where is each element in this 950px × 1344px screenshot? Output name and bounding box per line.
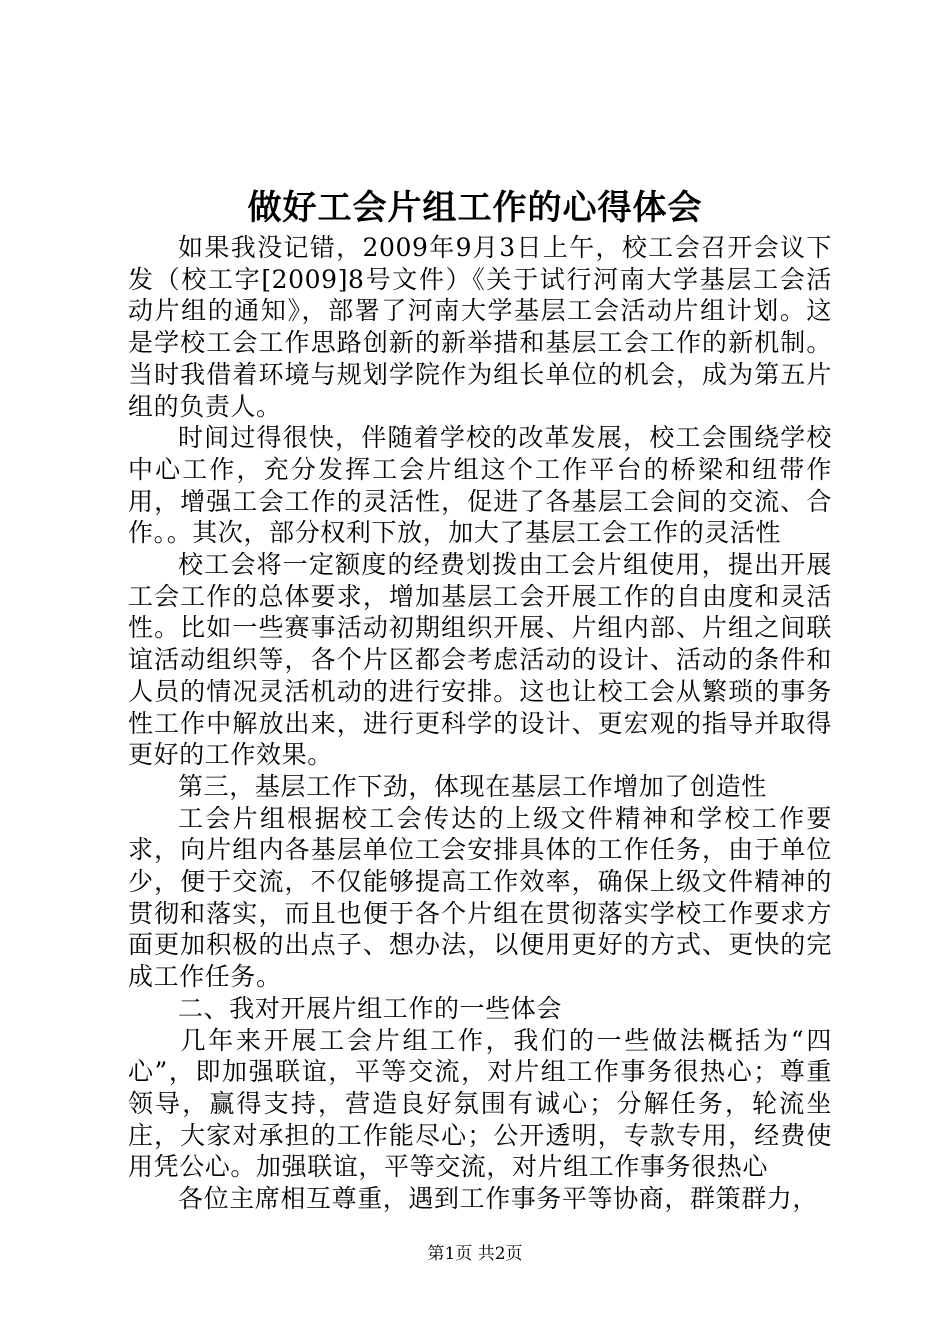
section-heading: 第三，基层工作下劲，体现在基层工作增加了创造性 (178, 771, 767, 801)
paragraph: 如果我没记错，2009年9月3日上午，校工会召开会议下发（校工字[2009]8号文件）《关于试行河南大学基层工会活动片组的通知》，部署了河南大学基层工会活动片组计划。这是学校工会工作思路创新的新举措和基层工会工作的新机制。当时我借着环境与规划学院作为组长单位的机会，成为第五片组的负责人。 (128, 233, 832, 421)
paragraph: 时间过得很快，伴随着学校的改革发展，校工会围绕学校中心工作，充分发挥工会片组这个工作平台的桥梁和纽带作用，增强工会工作的灵活性，促进了各基层工会间的交流、合作。。其次，部分权利下放，加大了基层工会工作的灵活性 (128, 423, 832, 548)
document-title: 做好工会片组工作的心得体会 (247, 188, 703, 228)
section-heading: 二、我对开展片组工作的一些体会 (178, 993, 563, 1023)
paragraph: 工会片组根据校工会传达的上级文件精神和学校工作要求，向片组内各基层单位工会安排具体的工作任务，由于单位少，便于交流，不仅能够提高工作效率，确保上级文件精神的贯彻和落实，而且也便于各个片组在贯彻落实学校工作要求方面更加积极的出点子、想办法，以便用更好的方式、更快的完成工作任务。 (128, 803, 832, 992)
document-body (128, 232, 832, 1215)
paragraph: 各位主席相互尊重，遇到工作事务平等协商，群策群力， (178, 1184, 819, 1214)
page-number-footer: 第1页 共2页 (427, 1244, 523, 1264)
paragraph: 几年来开展工会片组工作，我们的一些做法概括为“四心”，即加强联谊，平等交流，对片组工作事务很热心；尊重领导，赢得支持，营造良好氛围有诚心；分解任务，轮流坐庄，大家对承担的工作能尽心；公开透明，专款专用，经费使用凭公心。加强联谊，平等交流，对片组工作事务很热心 (128, 1025, 832, 1182)
paragraph: 校工会将一定额度的经费划拨由工会片组使用，提出开展工会工作的总体要求，增加基层工会开展工作的自由度和灵活性。比如一些赛事活动初期组织开展、片组内部、片组之间联谊活动组织等，各个片区都会考虑活动的设计、活动的条件和人员的情况灵活机动的进行安排。这也让校工会从繁琐的事务性工作中解放出来，进行更科学的设计、更宏观的指导并取得更好的工作效果。 (128, 550, 832, 770)
